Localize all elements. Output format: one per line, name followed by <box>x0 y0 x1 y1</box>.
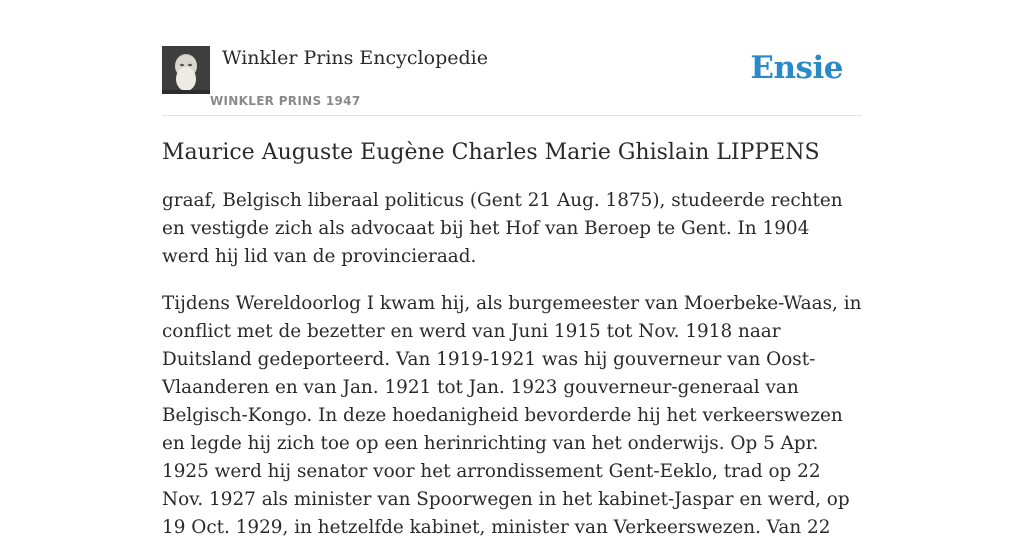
source-header <box>162 45 862 116</box>
page <box>162 0 862 542</box>
article-paragraph: Tijdens Wereldoorlog I kwam hij, als burgemeester van Moerbeke-Waas, in conflict met de bezetter en werd van Juni 1915 tot Nov. 1918 naar Duitsland gedeporteerd. Van 1919-1921 was hij gouverneur van Oost-Vlaanderen en van Jan. 1921 tot Jan. 1923 gouverneur-generaal van Belgisch-Kongo. In deze hoedanigheid bevorderde hij het verkeerswezen en legde hij zich toe op een herinrichting van het onderwijs. Op 5 Apr. 1925 werd hij senator voor het arrondissement Gent-Eeklo, trad op 22 Nov. 1927 als minister van Spoorwegen in het kabinet-Jaspar en werd, op 19 Oct. 1929, in hetzelfde kabinet, minister van Verkeerswezen. Van 22 <box>162 293 862 538</box>
source-subtitle[interactable]: WINKLER PRINS 1947 <box>210 94 361 108</box>
article-paragraph: graaf, Belgisch liberaal politicus (Gent 21 Aug. 1875), studeerde rechten en vestigde zich als advocaat bij het Hof van Beroep te Gent. In 1904 werd hij lid van de provincieraad. <box>162 190 843 267</box>
portrait-icon <box>162 46 210 94</box>
source-title[interactable]: Winkler Prins Encyclopedie <box>222 47 488 69</box>
article-title: Maurice Auguste Eugène Charles Marie Ghislain LIPPENS <box>162 140 820 165</box>
author-avatar[interactable] <box>162 46 210 94</box>
brand-logo[interactable]: Ensie <box>750 50 843 86</box>
